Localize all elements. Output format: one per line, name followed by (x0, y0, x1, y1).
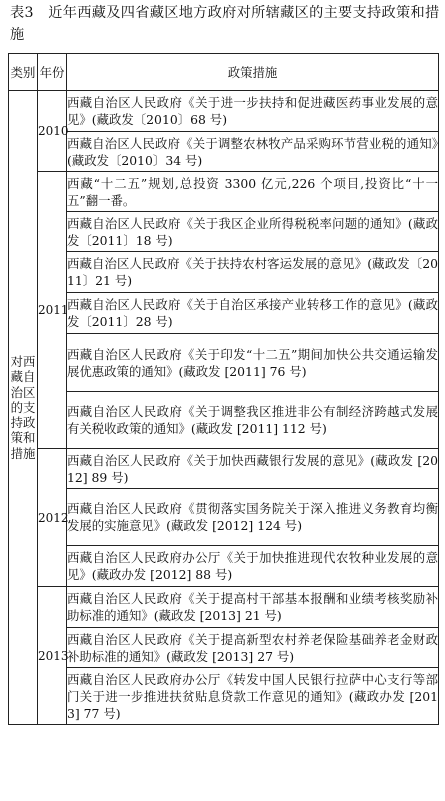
category-cell: 对西藏自治区的支持政策和措施 (9, 91, 38, 725)
policy-table (8, 53, 439, 725)
measure-cell: 西藏自治区人民政府《关于提高村干部基本报酬和业绩考核奖励补助标准的通知》(藏政发 [2013] 21 号) (67, 587, 439, 628)
table-row (9, 252, 439, 293)
measure-cell: 西藏自治区人民政府《关于进一步扶持和促进藏医药事业发展的意见》(藏政发〔2010〕68 号) (67, 91, 439, 132)
table-row (9, 132, 439, 172)
table-row (9, 91, 439, 132)
measure-cell: 西藏“十二五”规划,总投资 3300 亿元,226 个项目,投资比“十一五”翻一番。 (67, 172, 439, 212)
table-row (9, 628, 439, 668)
table-row (9, 293, 439, 334)
measure-cell: 西藏自治区人民政府《贯彻落实国务院关于深入推进义务教育均衡发展的实施意见》(藏政发 [2012] 124 号) (67, 489, 439, 546)
year-cell: 2010 (38, 91, 67, 172)
measure-cell: 西藏自治区人民政府《关于调整我区推进非公有制经济跨越式发展有关税收政策的通知》(藏政发 [2011] 112 号) (67, 392, 439, 449)
year-cell: 2011 (38, 172, 67, 449)
year-cell: 2012 (38, 449, 67, 587)
header-measures: 政策措施 (67, 54, 439, 91)
table-row (9, 172, 439, 212)
table-row (9, 489, 439, 546)
year-cell: 2013 (38, 587, 67, 725)
measure-cell: 西藏自治区人民政府办公厅《转发中国人民银行拉萨中心支行等部门关于进一步推进扶贫贴息贷款工作意见的通知》(藏政办发 [2013] 77 号) (67, 668, 439, 725)
measure-cell: 西藏自治区人民政府《关于扶持农村客运发展的意见》(藏政发〔2011〕21 号) (67, 252, 439, 293)
measure-cell: 西藏自治区人民政府《关于调整农林牧产品采购环节营业税的通知》(藏政发〔2010〕34 号) (67, 132, 439, 172)
table-row (9, 392, 439, 449)
header-row (9, 54, 439, 91)
header-category: 类别 (9, 54, 38, 91)
table-title: 表3 近年西藏及四省藏区地方政府对所辖藏区的主要支持政策和措施 (10, 5, 440, 43)
measure-cell: 西藏自治区人民政府《关于自治区承接产业转移工作的意见》(藏政发〔2011〕28 号) (67, 293, 439, 334)
header-year: 年份 (38, 54, 67, 91)
table-row (9, 212, 439, 252)
table-row (9, 587, 439, 628)
table-row (9, 668, 439, 725)
measure-cell: 西藏自治区人民政府《关于印发“十二五”期间加快公共交通运输发展优惠政策的通知》(藏政发 [2011] 76 号) (67, 334, 439, 392)
measure-cell: 西藏自治区人民政府《关于加快西藏银行发展的意见》(藏政发 [2012] 89 号) (67, 449, 439, 489)
table-row (9, 449, 439, 489)
table-row (9, 546, 439, 587)
measure-cell: 西藏自治区人民政府《关于我区企业所得税税率问题的通知》(藏政发〔2011〕18 号) (67, 212, 439, 252)
table-row (9, 334, 439, 392)
measure-cell: 西藏自治区人民政府《关于提高新型农村养老保险基础养老金财政补助标准的通知》(藏政发 [2013] 27 号) (67, 628, 439, 668)
measure-cell: 西藏自治区人民政府办公厅《关于加快推进现代农牧种业发展的意见》(藏政办发 [2012] 88 号) (67, 546, 439, 587)
